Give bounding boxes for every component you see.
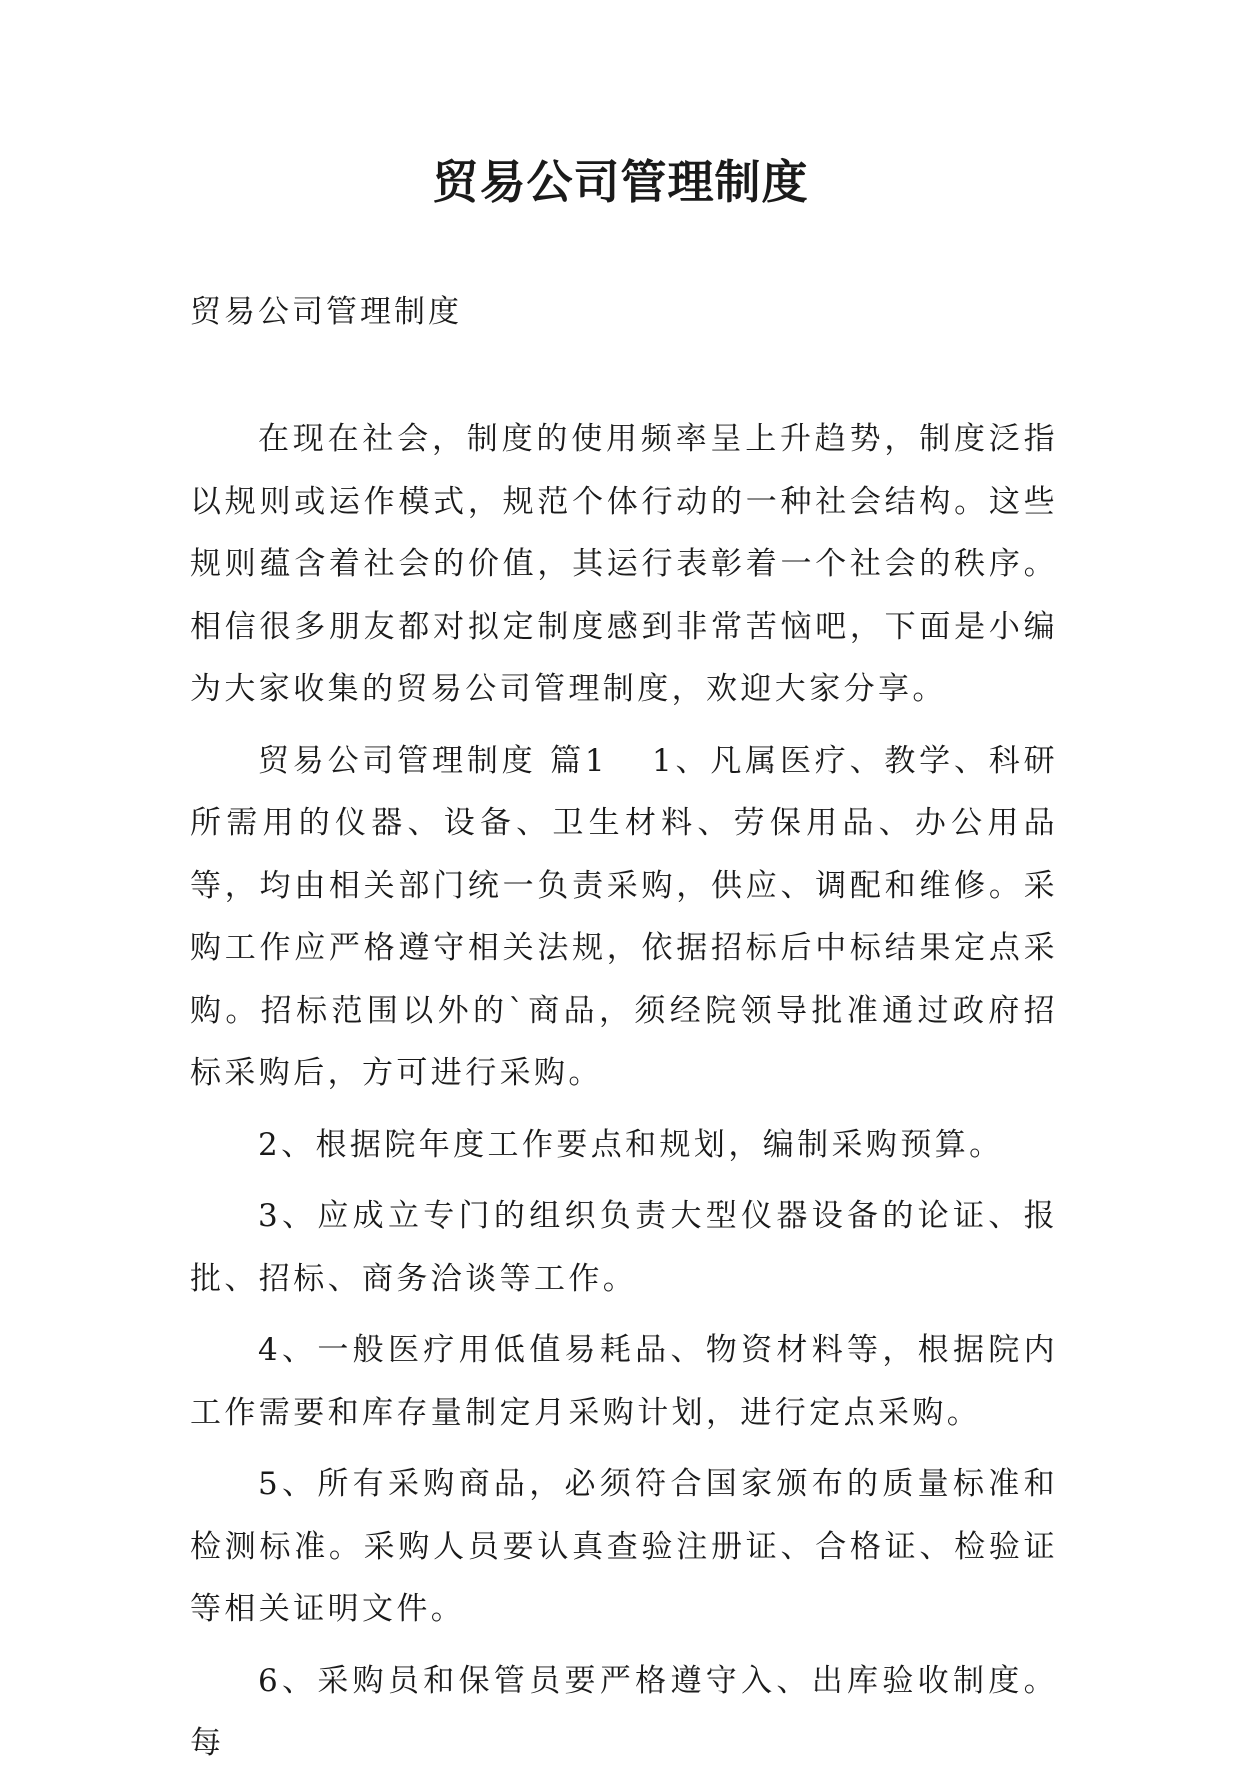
- document-title: 贸易公司管理制度: [432, 155, 809, 209]
- item-3-paragraph: 3、应成立专门的组织负责大型仪器设备的论证、报批、招标、商务洽谈等工作。: [190, 1198, 1058, 1297]
- section-1-heading: 贸易公司管理制度 篇1: [258, 742, 609, 779]
- item-2-paragraph: 2、根据院年度工作要点和规划，编制采购预算。: [258, 1126, 1004, 1163]
- item-5-paragraph: 5、所有采购商品，必须符合国家颁布的质量标准和检测标准。采购人员要认真查验注册证、合格证、检验证等相关证明文件。: [190, 1466, 1058, 1627]
- intro-paragraph: 在现在社会，制度的使用频率呈上升趋势，制度泛指以规则或运作模式，规范个体行动的一种社会结构。这些规则蕴含着社会的价值，其运行表彰着一个社会的秩序。相信很多朋友都对拟定制度感到非常苦恼吧，下面是小编为大家收集的贸易公司管理制度，欢迎大家分享。: [190, 421, 1058, 707]
- section-1-paragraph: [190, 730, 1058, 1105]
- item-6-paragraph: 6、采购员和保管员要严格遵守入、出库验收制度。每: [190, 1662, 1058, 1761]
- item-4-paragraph: 4、一般医疗用低值易耗品、物资材料等，根据院内工作需要和库存量制定月采购计划，进行定点采购。: [190, 1332, 1058, 1431]
- document-body: [190, 408, 1058, 1784]
- document-subtitle: 贸易公司管理制度: [190, 294, 462, 330]
- item-1-text: 1、凡属医疗、教学、科研所需用的仪器、设备、卫生材料、劳保用品、办公用品等，均由相关部门统一负责采购，供应、调配和维修。采购工作应严格遵守相关法规，依据招标后中标结果定点采购。招标范围以外的`商品，须经院领导批准通过政府招标采购后，方可进行采购。: [190, 742, 1058, 1091]
